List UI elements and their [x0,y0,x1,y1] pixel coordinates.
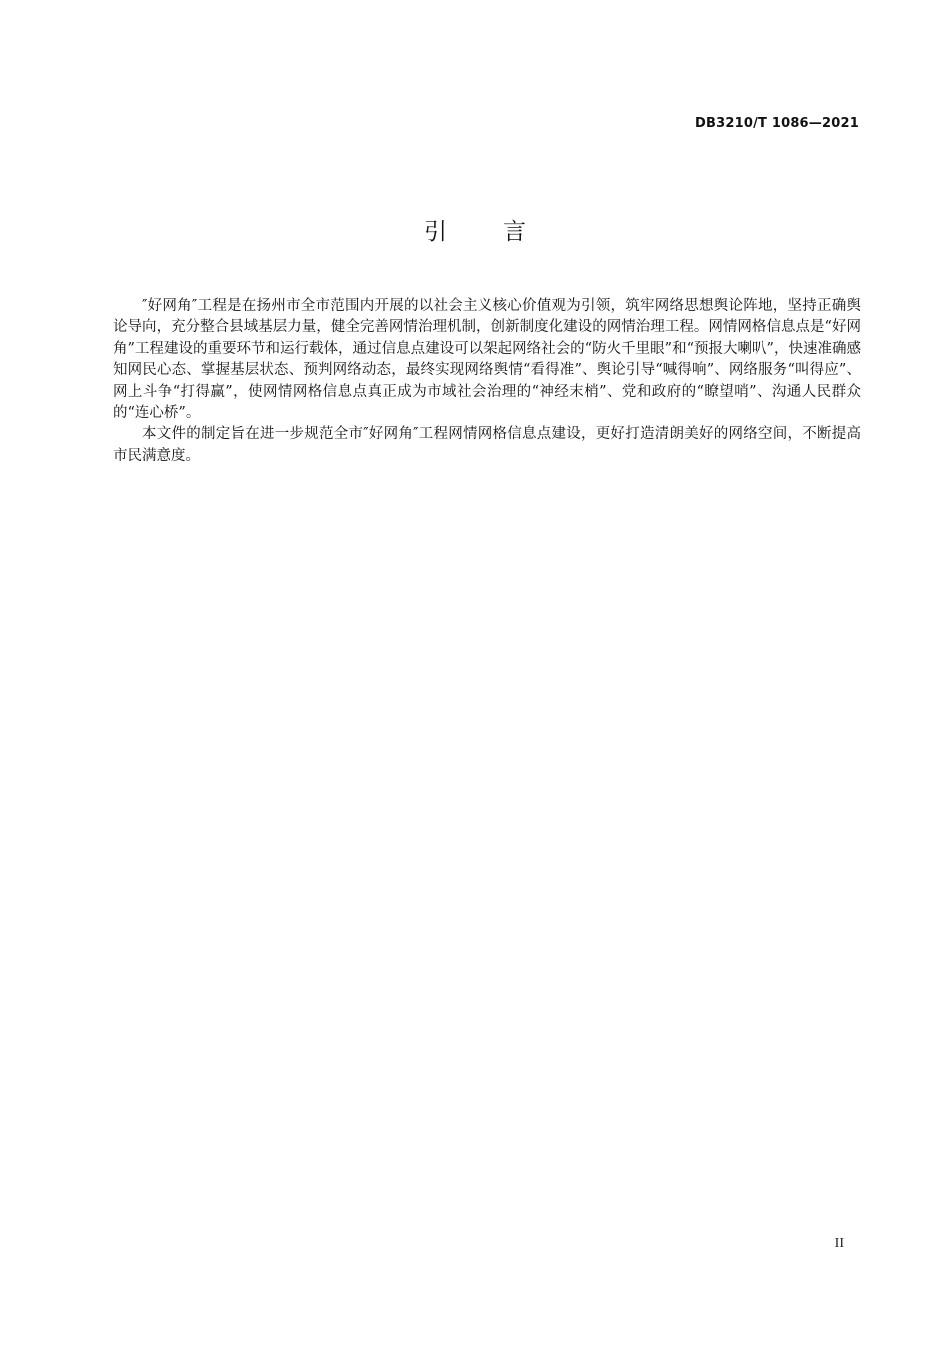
introduction-body [113,296,861,467]
paragraph: 本文件的制定旨在进一步规范全市″好网角″工程网情网格信息点建设，更好打造清朗美好的网络空间，不断提高市民满意度。 [113,426,861,464]
page-number: II [834,1236,844,1251]
document-code: DB3210/T 1086—2021 [695,116,859,131]
paragraph: ″好网角″工程是在扬州市全市范围内开展的以社会主义核心价值观为引领，筑牢网络思想舆论阵地，坚持正确舆论导向，充分整合县域基层力量，健全完善网情治理机制，创新制度化建设的网情治理工程。网情网格信息点是“好网角”工程建设的重要环节和运行载体，通过信息点建设可以架起网络社会的“防火千里眼”和“预报大喇叭”，快速准确感知网民心态、掌握基层状态、预判网络动态，最终实现网络舆情“看得准”、舆论引导“喊得响”、网络服务“叫得应”、网上斗争“打得赢”，使网情网格信息点真正成为市域社会治理的“神经末梢”、党和政府的“瞭望哨”、沟通人民群众的“连心桥”。 [113,298,861,422]
page-title: 引言 [424,219,582,245]
